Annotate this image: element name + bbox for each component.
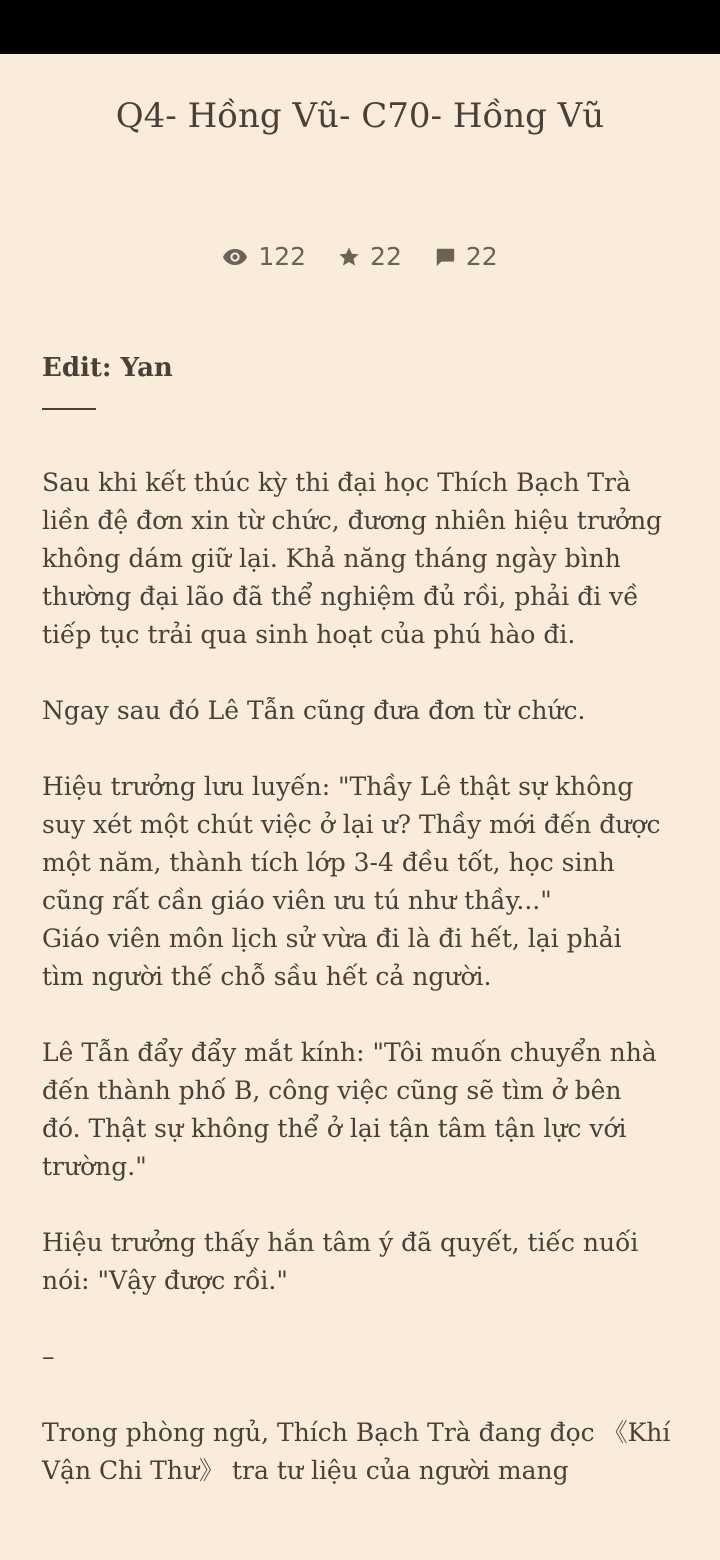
text-line: Hiệu trưởng lưu luyến: "Thầy Lê thật sự không	[42, 772, 634, 801]
stars-stat	[338, 242, 402, 271]
text-line: Ngay sau đó Lê Tẫn cũng đưa đơn từ chức.	[42, 696, 586, 725]
paragraph	[42, 1414, 682, 1490]
comments-stat	[434, 242, 498, 271]
author-note: Edit: Yan	[42, 353, 173, 383]
comments-count: 22	[465, 242, 498, 271]
text-line: trường."	[42, 1152, 147, 1181]
text-line: không dám giữ lại. Khả năng tháng ngày bình	[42, 544, 621, 573]
star-icon	[338, 246, 360, 268]
paragraph	[42, 1224, 682, 1300]
paragraph	[42, 768, 682, 920]
text-line: một năm, thành tích lớp 3-4 đều tốt, học sinh	[42, 848, 615, 877]
paragraph	[42, 464, 682, 654]
text-line: Vận Chi Thư》 tra tư liệu của người mang	[42, 1456, 569, 1485]
text-line: Sau khi kết thúc kỳ thi đại học Thích Bạch Trà	[42, 468, 631, 497]
text-line: Hiệu trưởng thấy hắn tâm ý đã quyết, tiếc nuối	[42, 1228, 639, 1257]
text-line: liền đệ đơn xin từ chức, đương nhiên hiệu trưởng	[42, 506, 663, 535]
text-line: đến thành phố B, công việc cũng sẽ tìm ở bên	[42, 1076, 622, 1105]
text-line: tiếp tục trải qua sinh hoạt của phú hào đi.	[42, 620, 576, 649]
text-line: Lê Tẫn đẩy đẩy mắt kính: "Tôi muốn chuyển nhà	[42, 1038, 657, 1067]
chapter-body	[42, 464, 682, 1528]
views-stat	[222, 242, 306, 271]
comment-icon	[434, 246, 456, 268]
text-line: đó. Thật sự không thể ở lại tận tâm tận lực với	[42, 1114, 627, 1143]
paragraph	[42, 1338, 682, 1376]
divider	[42, 408, 96, 410]
text-line: thường đại lão đã thể nghiệm đủ rồi, phải đi về	[42, 582, 639, 611]
chapter-title: Q4- Hồng Vũ- C70- Hồng Vũ	[115, 96, 605, 136]
views-count: 122	[258, 242, 307, 271]
paragraph	[42, 1034, 682, 1186]
eye-icon	[222, 248, 248, 266]
chapter-stats	[0, 242, 720, 271]
paragraph	[42, 692, 682, 730]
text-line: Giáo viên môn lịch sử vừa đi là đi hết, lại phải	[42, 924, 622, 953]
text-line: cũng rất cần giáo viên ưu tú như thầy..."	[42, 886, 552, 915]
text-line: nói: "Vậy được rồi."	[42, 1266, 288, 1295]
text-line: –	[42, 1342, 55, 1371]
text-line: suy xét một chút việc ở lại ư? Thầy mới đến được	[42, 810, 661, 839]
text-line: tìm người thế chỗ sầu hết cả người.	[42, 962, 492, 991]
status-bar	[0, 0, 720, 54]
paragraph	[42, 920, 682, 996]
text-line: Trong phòng ngủ, Thích Bạch Trà đang đọc 《Khí	[42, 1418, 671, 1447]
stars-count: 22	[370, 242, 402, 271]
